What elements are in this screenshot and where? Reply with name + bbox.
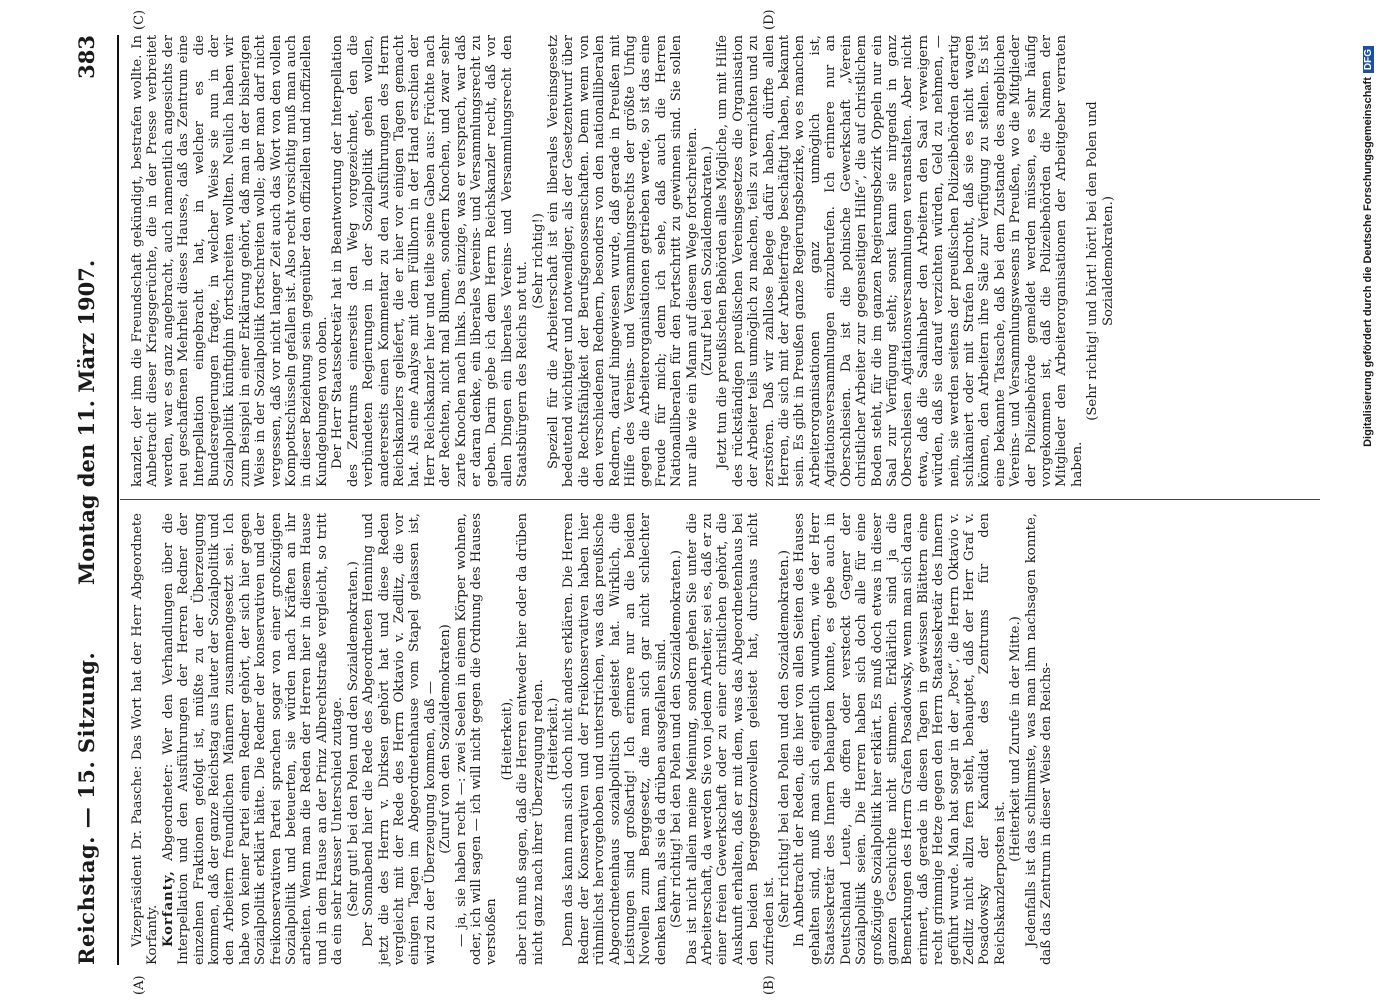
header-rule: [117, 35, 119, 965]
credit-text: Digitalisierung gefördert durch die Deutsche Forschungsgemeinschaft: [1362, 77, 1374, 447]
dfg-logo: DFG: [1363, 46, 1374, 73]
paragraph: Vizepräsident Dr. Paasche: Das Wort hat der Herr Abgeordnete Korfanty.: [129, 513, 160, 965]
paragraph: [160, 513, 345, 965]
left-column: [130, 513, 1054, 965]
interjection: (Sehr richtig!): [530, 213, 546, 309]
interjection: (Sehr gut! bei den Polen und den Sozialdemokraten.): [345, 561, 361, 917]
paragraph: Der Herr Staatssekretär hat in Beantwortung der Interpellation des Zentrums einerseits den Weg vorgezeichnet, den die verbündeten Regierungen in der Sozialpolitik gehen wollen, andererseits einen Kommentar zu den Ausführungen des Herrn Reichskanzlers geliefert, die er hier vor einigen Tagen gemacht hat. Als eine Analyse mit dem Füllhorn in der Hand erschien der Herr Reichskanzler hier und teilte seine Gaben aus: Früchte nach der Rechten, nicht mal Blumen, sondern Knochen, und zwar sehr zarte Knochen nach links. Das einzige, was er versprach, war daß er daran denke, ein liberales Vereins- und Versammlungsrecht zu geben. Darin gebe ich dem Herrn Reichskanzler recht, daß vor allen Dingen ein liberales Vereins- und Versammlungsrecht den Staatsbürgern des Reichs not tut.: [329, 35, 530, 487]
paragraph: Jedenfalls ist das schlimmste, was man ihm nachsagen konnte, daß das Zentrum in dieser Weise den Reichs-: [1023, 513, 1054, 965]
paragraph: Das ist nicht allein meine Meinung, sondern gehen Sie unter die Arbeiterschaft, da werden Sie von jedem Arbeiter, sei es, daß er zu einer freien Gewerkschaft oder zu einer christlichen gehört, die Auskunft erhalten, daß er mit dem, was das Abgeordnetenhaus bei den beiden Berggesetznovellen geleistet hat, durchaus nicht zufrieden ist.: [684, 513, 777, 965]
paragraph: Denn das kann man sich doch nicht anders erklären. Die Herren Redner der Konservativen und der Freikonservativen haben hier rühmlichst hervorgehoben und unterstrichen, was das preußische Abgeordnetenhaus sozialpolitisch geleistet hat. Wirklich, die Leistungen sind großartig! Ich erinnere nur an die beiden Novellen zum Berggesetz, die man sich gar nicht schlechter denken kann, als sie da drüben ausgefallen sind.: [560, 513, 669, 965]
interjection: (Heiterkeit und Zurufe in der Mitte.): [1007, 616, 1023, 862]
page-header: [62, 35, 112, 965]
margin-marker-c: (C): [131, 9, 147, 30]
paragraph-text: Abgeordneter: Wer den Verhandlungen über die Interpellation und den Ausführungen der Herren Redner der einzelnen Fraktionen gefolgt ist, müßte zu der Überzeugung kommen, daß der ganze Reichstag aus lauter der Sozialpolitik und den Arbeitern freundlichen Männern zusammengesetzt sei. Ich habe von keiner Partei einen Redner gehört, der sich hier gegen Sozialpolitik erklärt hätte. Die Redner der konservativen und der freikonservativen Partei sprachen sogar von einer großzügigen Sozialpolitik und beteuerten, sie würden nach Kräften an ihr arbeiten. Wenn man die Reden der Herren hier in diesem Hause und in dem Hause an der Prinz Albrechtstraße vergleicht, so tritt da ein sehr krasser Unterschied zutage.: [160, 513, 345, 965]
paragraph: Jetzt tun die preußischen Behörden alles Mögliche, um mit Hilfe des rückständigen preußischen Vereinsgesetzes die Organisation der Arbeiter teils unmöglich zu machen, teils zu vernichten und zu zerstören. Daß wir zahllose Belege dafür haben, dürfte allen Herren, die sich mit der Arbeiterfrage beschäftigt haben, bekannt sein. Es gibt in Preußen ganze Regierungsbezirke, wo es manchen Arbeiterorganisationen ganz unmöglich ist, Agitationsversammlungen einzuberufen. Ich erinnere nur an Oberschlesien. Da ist die polnische Gewerkschaft „Verein christlicher Arbeiter zur gegenseitigen Hilfe“, die auf christlichem Boden steht, für die im ganzen Regierungsbezirk Oppeln nur ein Saal zur Verfügung steht; sonst kann sie nirgends in ganz Oberschlesien Agitationsversammlungen veranstalten. Aber nicht etwa, daß die Saalinhaber den Arbeitern den Saal verweigern würden, daß sie darauf verzichten würden, Geld zu nehmen, — nein, sie werden seitens der preußischen Polizeibehörden derartig schikaniert oder mit Strafen bedroht, daß sie es nicht wagen können, den Arbeitern ihre Säle zur Verfügung zu stellen. Es ist eine bekannte Tatsache, daß bei dem Zustande des angeblichen Vereins- und Versammlungswesens in Preußen, wo die Mitglieder der Polizeibehörde gemeldet werden müssen, es sehr häufig vorgekommen ist, daß die Polizeibehörden die Namen der Mitglieder den Arbeiterorganisationen der Arbeitgeber verraten haben.: [714, 35, 1085, 487]
interjection: (Zuruf bei den Sozialdemokraten.): [699, 145, 715, 377]
speaker-name: Korfanty,: [160, 870, 176, 947]
paragraph: kanzler, der ihm die Freundschaft gekündigt, bestrafen wollte. In Anbetracht dieser Kriegsgerüchte, die in der Presse verbreitet werden, war es ganz angebracht, auch namentlich angesichts der neu geschaffenen Mehrheit dieses Hauses, daß das Zentrum eine Interpellation eingebracht hat, in welcher es die Bundesregierungen fragte, in welcher Weise sie nun in der Sozialpolitik künftighin fortschreiten wollten. Neulich haben wir zum Beispiel in einer Erklärung gehört, daß man in der bisherigen Weise in der Sozialpolitik fortschreiten wolle; aber man darf nicht vergessen, daß vor nicht langer Zeit auch das Wort von den vollen Kompottschüsseln gefallen ist. Also recht vorsichtig muß man auch in dieser Beziehung sein gegenüber den offiziellen und inoffiziellen Kundgebungen von oben.: [129, 35, 330, 487]
interjection: (Sehr richtig! bei den Polen und den Sozialdemokraten.): [668, 550, 684, 928]
interjection: (Zuruf von den Sozialdemokraten): [437, 624, 453, 854]
interjection: (Heiterkeit),: [499, 697, 515, 781]
interjection: (Sehr richtig! und hört! hört! bei den Polen und Sozialdemokraten.): [1084, 101, 1116, 421]
paragraph: aber ich muß sagen, daß die Herren entweder hier oder da drüben nicht ganz nach ihrer Überzeugung reden.: [514, 513, 546, 965]
margin-marker-b: (B): [761, 975, 777, 995]
margin-marker-a: (A): [131, 975, 147, 995]
header-left: Reichstag. — 15. Sitzung.: [73, 651, 99, 965]
column-divider: [120, 499, 1320, 500]
margin-marker-d: (D): [761, 9, 777, 30]
page-number: 383: [73, 35, 99, 79]
paragraph: Speziell für die Arbeiterschaft ist ein liberales Vereinsgesetz bedeutend wichtiger und notwendiger, als der Gesetzentwurf über die Rechtsfähigkeit der Berufsgenossenschaften. Denn wenn von den verschiedenen Rednern, besonders von den nationalliberalen Rednern, darauf hingewiesen wurde, daß gerade in Preußen mit Hilfe des Vereins- und Versammlungsrechts der größte Unfug gegen die Arbeiterorganisationen getrieben werde, so ist das eine Freude für mich; denn ich sehe, daß auch die Herren Nationalliberalen für den Fortschritt zu gewinnen sind. Sie sollen nur alle wie ein Mann auf diesem Wege fortschreiten.: [545, 35, 700, 487]
paragraph: Der Sonnabend hier die Rede des Abgeordneten Henning und jetzt die des Herrn v. Dirksen gehört hat und diese Reden vergleicht mit der Rede des Herrn Oktavio v. Zedlitz, die vor einigen Tagen im Abgeordnetenhause vom Stapel gelassen ist, wird zu der Überzeugung kommen, daß —: [360, 513, 438, 965]
rotated-page-content: [62, 9, 1322, 995]
interjection: (Sehr richtig! bei den Polen und den Sozialdemokraten.): [776, 550, 792, 928]
right-column: [130, 35, 1116, 487]
interjection: (Heiterkeit.): [545, 697, 561, 781]
digitization-credit: [1359, 30, 1377, 990]
paragraph: In Anbetracht der Reden, die hier von allen Seiten des Hauses gehalten sind, muß man sich eigentlich wundern, wie der Herr Staatssekretär des Innern behaupten konnte, es gebe auch in Deutschland Leute, die offen oder versteckt Gegner der Sozialpolitik seien. Die Herren haben sich doch alle für eine großzügige Sozialpolitik hier erklärt. Es muß doch etwas in dieser ganzen Geschichte nicht stimmen. Erklärlich sind ja die Bemerkungen des Herrn Grafen Posadowsky, wenn man sich daran erinnert, daß gerade in diesen Tagen in gewissen Blättern eine recht grimmige Hetze gegen den Herrn Staatssekretär des Innern geführt wurde. Man hat sogar in der „Post“, die Herrn Oktavio v. Zedlitz nicht allzu fern steht, behauptet, daß der Herr Graf v. Posadowsky der Kandidat des Zentrums für den Reichskanzlerposten ist.: [791, 513, 1008, 965]
paragraph: — ja, sie haben recht —: zwei Seelen in einem Körper wohnen, oder, ich will sagen — ich will nicht gegen die Ordnung des Hauses verstoßen: [453, 513, 499, 965]
header-date: Montag den 11. März 1907.: [73, 259, 99, 585]
